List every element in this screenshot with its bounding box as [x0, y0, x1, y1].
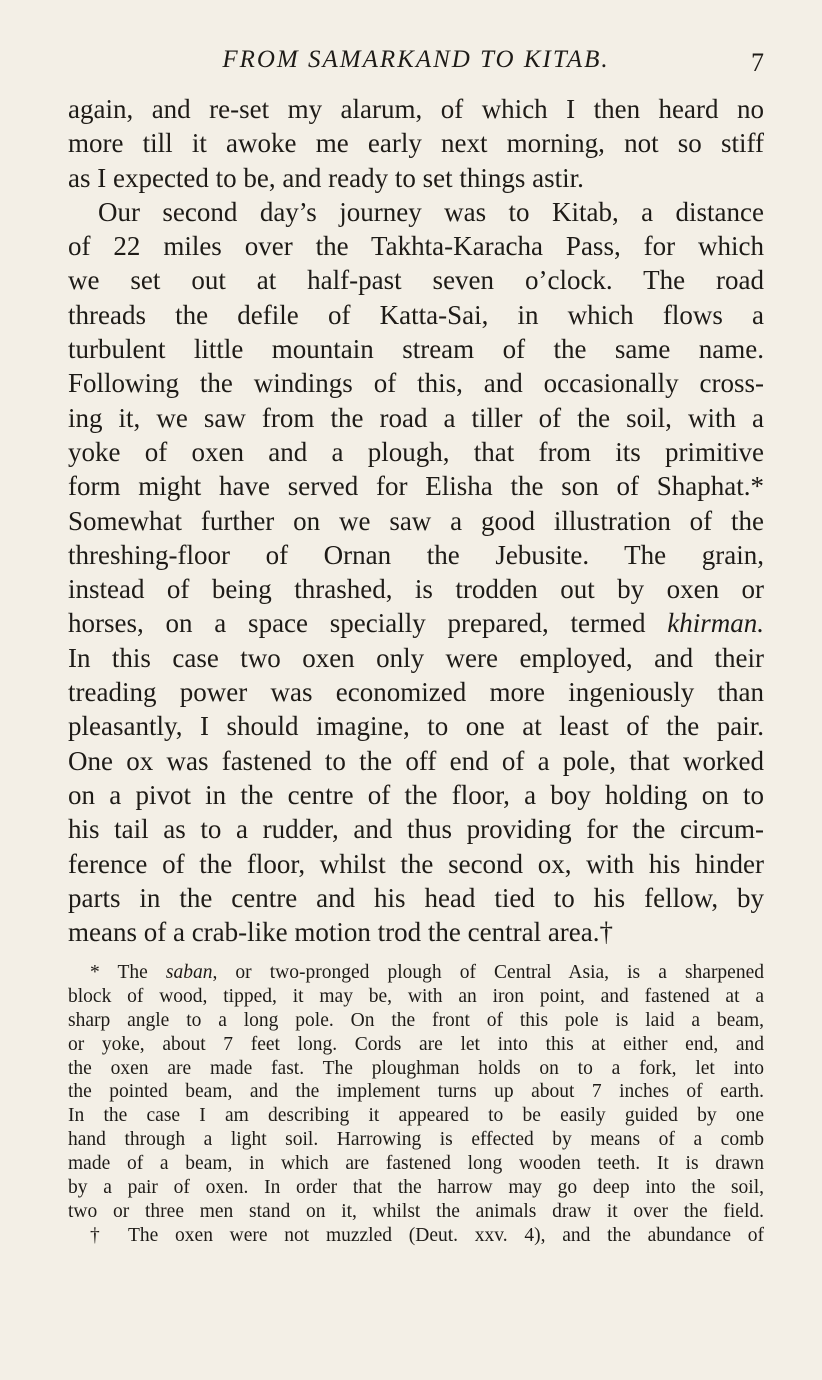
text-line: ference of the floor, whilst the second ox, with his hinder — [68, 848, 764, 879]
text-line: means of a crab-like motion trod the central area.† — [68, 917, 614, 948]
text-line: turbulent little mountain stream of the same name. — [68, 334, 764, 365]
text-line: Following the windings of this, and occasionally cross- — [68, 368, 764, 399]
text-line: One ox was fastened to the off end of a pole, that worked — [68, 745, 764, 776]
text-line: pleasantly, I should imagine, to one at least of the pair. — [68, 711, 764, 742]
body-text — [68, 92, 764, 949]
text-line: instead of being thrashed, is trodden out by oxen or — [68, 574, 764, 605]
footnote-line: made of a beam, in which are fastened long wooden teeth. It is drawn — [68, 1153, 764, 1175]
text-line: ing it, we saw from the road a tiller of the soil, with a — [68, 402, 764, 433]
footnote-line: or yoke, about 7 feet long. Cords are let into this at either end, and — [68, 1033, 764, 1055]
footnote-line: sharp angle to a long pole. On the front of this pole is laid a beam, — [68, 1009, 764, 1031]
footnote-line: hand through a light soil. Harrowing is effected by means of a comb — [68, 1129, 764, 1151]
text-line: we set out at half-past seven o’clock. The road — [68, 265, 764, 296]
text-line: as I expected to be, and ready to set things astir. — [68, 162, 584, 193]
text-fragment: horses, on a space specially prepared, termed — [68, 608, 668, 639]
text-line: threads the defile of Katta-Sai, in which flows a — [68, 299, 764, 330]
text-line: Our second day’s journey was to Kitab, a distance — [98, 196, 764, 227]
text-line: his tail as to a rudder, and thus providing for the circum- — [68, 814, 764, 845]
text-line: more till it awoke me early next morning, not so stiff — [68, 128, 764, 159]
text-line: threshing-floor of Ornan the Jebusite. The grain, — [68, 539, 764, 570]
footnote-line: In the case I am describing it appeared to be easily guided by one — [68, 1105, 764, 1127]
text-line: again, and re-set my alarum, of which I then heard no — [68, 94, 764, 124]
text-line: parts in the centre and his head tied to his fellow, by — [68, 882, 764, 913]
footnote-line: by a pair of oxen. In order that the harrow may go deep into the soil, — [68, 1177, 764, 1199]
italic-term-saban: saban — [165, 962, 213, 983]
footnote-line: two or three men stand on it, whilst the animals draw it over the field. — [68, 1200, 764, 1222]
footnote-line — [68, 961, 764, 985]
text-line: of 22 miles over the Takhta-Karacha Pass, for which — [68, 231, 764, 262]
text-line: form might have served for Elisha the son of Shaphat.* — [68, 471, 764, 502]
text-line: Somewhat further on we saw a good illustration of the — [68, 505, 764, 536]
italic-term-khirman: khirman. — [667, 608, 764, 639]
page-header — [68, 44, 764, 84]
running-head: FROM SAMARKAND TO KITAB. — [222, 46, 610, 73]
page-number: 7 — [751, 48, 764, 77]
text-line — [68, 606, 764, 640]
footnotes — [68, 961, 764, 1248]
text-line: treading power was economized more ingeniously than — [68, 677, 764, 708]
footnote-line: block of wood, tipped, it may be, with an iron point, and fastened at a — [68, 985, 764, 1007]
text-line: In this case two oxen only were employed, and their — [68, 642, 764, 673]
footnote-line: the oxen are made fast. The ploughman holds on to a fork, let into — [68, 1057, 764, 1079]
text-line: on a pivot in the centre of the floor, a boy holding on to — [68, 779, 764, 810]
text-fragment: * The — [90, 962, 166, 983]
text-fragment: , or two-pronged plough of Central Asia, is a sharpened — [212, 962, 764, 983]
footnote-line: † The oxen were not muzzled (Deut. xxv. 4), and the abundance of — [90, 1224, 764, 1246]
footnote-line: the pointed beam, and the implement turns up about 7 inches of earth. — [68, 1081, 764, 1103]
text-line: yoke of oxen and a plough, that from its primitive — [68, 436, 764, 467]
